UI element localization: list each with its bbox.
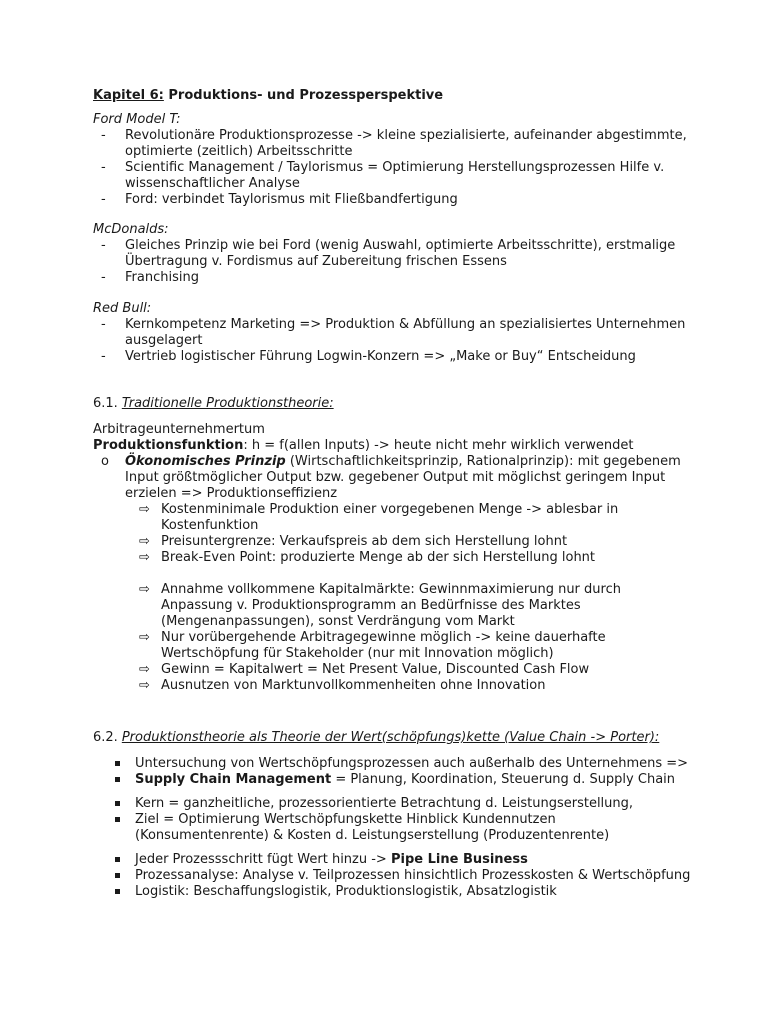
list-item: Untersuchung von Wertschöpfungsprozessen auch außerhalb des Unternehmens => (93, 756, 693, 772)
produktionsfunktion-text: : h = f(allen Inputs) -> heute nicht mehr wirklich verwendet (243, 438, 634, 453)
list-item: Ziel = Optimierung Wertschöpfungskette Hinblick Kundennutzen (Konsumentenrente) & Kosten d. Leistungserstellung (Produzentenrente) (93, 812, 693, 844)
list-item: - Kernkompetenz Marketing => Produktion & Abfüllung an spezialisiertes Unternehmen ausgelagert (93, 317, 693, 349)
list-item: - Vertrieb logistischer Führung Logwin-Konzern => „Make or Buy“ Entscheidung (93, 349, 693, 365)
redbull-heading: Red Bull: (93, 301, 152, 316)
list-item: - Revolutionäre Produktionsprozesse -> kleine spezialisierte, aufeinander abgestimmte, optimierte (zeitlich) Arbeitsschritte (93, 128, 693, 160)
section-ford (93, 112, 693, 208)
chapter-name: Produktions- und Prozessperspektive (163, 88, 444, 103)
square-bullet-icon (115, 801, 120, 806)
section-number: 6.1. (93, 396, 118, 411)
list-item: ⇨ Preisuntergrenze: Verkaufspreis ab dem sich Herstellung lohnt (139, 534, 568, 549)
arrow-right-icon: ⇨ (139, 534, 150, 549)
square-bullet-icon (115, 889, 120, 894)
arbitrage-line: Arbitrageunternehmertum (93, 422, 265, 437)
square-list-1 (93, 756, 693, 788)
section-6-2-body (93, 756, 693, 900)
scm-label: Supply Chain Management (135, 772, 332, 787)
arrow-list-2 (93, 582, 693, 694)
square-list-3 (93, 852, 693, 900)
arrow-right-icon: ⇨ (139, 662, 150, 677)
produktionsfunktion-line (93, 438, 693, 454)
list-item: ⇨ Nur vorübergehende Arbitragegewinne möglich -> keine dauerhafte Wertschöpfung für Stakeholder (nur mit Innovation möglich) (139, 630, 606, 661)
arrow-right-icon: ⇨ (139, 550, 150, 565)
section-title: Produktionstheorie als Theorie der Wert(schöpfungs)kette (Value Chain -> Porter): (121, 730, 660, 745)
square-bullet-icon (115, 817, 120, 822)
oekonomisches-prinzip-item (93, 454, 693, 502)
arrow-right-icon: ⇨ (139, 582, 150, 597)
mcd-heading: McDonalds: (93, 222, 169, 237)
square-bullet-icon (115, 873, 120, 878)
section-title: Traditionelle Produktionstheorie: (121, 396, 334, 411)
section-6-2-heading (93, 730, 713, 746)
list-item: ⇨ Kostenminimale Produktion einer vorgegebenen Menge -> ablesbar in Kostenfunktion (139, 502, 619, 533)
circle-bullet-icon: o (101, 454, 109, 469)
list-item: Logistik: Beschaffungslogistik, Produktionslogistik, Absatzlogistik (93, 884, 693, 900)
arrow-right-icon: ⇨ (139, 502, 150, 517)
section-6-1-body (93, 422, 693, 694)
produktionsfunktion-label: Produktionsfunktion (93, 438, 244, 453)
scm-text: = Planung, Koordination, Steuerung d. Supply Chain (331, 772, 676, 787)
pipe-text: Jeder Prozessschritt fügt Wert hinzu -> (135, 852, 391, 867)
list-item (93, 852, 693, 868)
section-mcdonalds (93, 222, 693, 286)
mcd-list (93, 238, 693, 286)
list-item: ⇨ Break-Even Point: produzierte Menge ab der sich Herstellung lohnt (139, 550, 596, 565)
oekonomisches-prinzip-text: (Wirtschaftlichkeitsprinzip, Rationalprinzip): mit gegebenem Input größtmöglicher Output bzw. gegebener Output mit möglichst geringem Input erzielen => Produktionseffizienz (125, 454, 681, 501)
arrow-right-icon: ⇨ (139, 630, 150, 645)
square-bullet-icon (115, 857, 120, 862)
list-item: Prozessanalyse: Analyse v. Teilprozessen hinsichtlich Prozesskosten & Wertschöpfung (93, 868, 693, 884)
list-item: ⇨ Gewinn = Kapitalwert = Net Present Value, Discounted Cash Flow (139, 662, 590, 677)
oekonomisches-prinzip-label: Ökonomisches Prinzip (125, 454, 286, 469)
square-list-2 (93, 796, 693, 844)
ford-heading: Ford Model T: (93, 112, 181, 127)
list-item: - Gleiches Prinzip wie bei Ford (wenig Auswahl, optimierte Arbeitsschritte), erstmalige Übertragung v. Fordismus auf Zubereitung frischen Essens (93, 238, 693, 270)
square-bullet-icon (115, 761, 120, 766)
section-redbull (93, 301, 693, 365)
list-item: - Franchising (93, 270, 693, 286)
list-item (93, 772, 693, 788)
chapter-number: Kapitel 6: (93, 88, 164, 103)
arrow-right-icon: ⇨ (139, 678, 150, 693)
chapter-title (93, 88, 693, 104)
redbull-list (93, 317, 693, 365)
ford-list (93, 128, 693, 208)
list-item: ⇨ Ausnutzen von Marktunvollkommenheiten ohne Innovation (139, 678, 546, 693)
list-item: ⇨ Annahme vollkommene Kapitalmärkte: Gewinnmaximierung nur durch Anpassung v. Produktionsprogramm an Bedürfnisse des Marktes (Mengenanpassungen), sonst Verdrängung vom Markt (139, 582, 621, 629)
pipe-line-business: Pipe Line Business (390, 852, 528, 867)
list-item: - Ford: verbindet Taylorismus mit Fließbandfertigung (93, 192, 693, 208)
section-6-1-heading (93, 396, 693, 412)
square-bullet-icon (115, 777, 120, 782)
section-number: 6.2. (93, 730, 118, 745)
list-item: Kern = ganzheitliche, prozessorientierte Betrachtung d. Leistungserstellung, (93, 796, 693, 812)
list-item: - Scientific Management / Taylorismus = Optimierung Herstellungsprozessen Hilfe v. wissenschaftlicher Analyse (93, 160, 693, 192)
arrow-list-1 (93, 502, 693, 566)
